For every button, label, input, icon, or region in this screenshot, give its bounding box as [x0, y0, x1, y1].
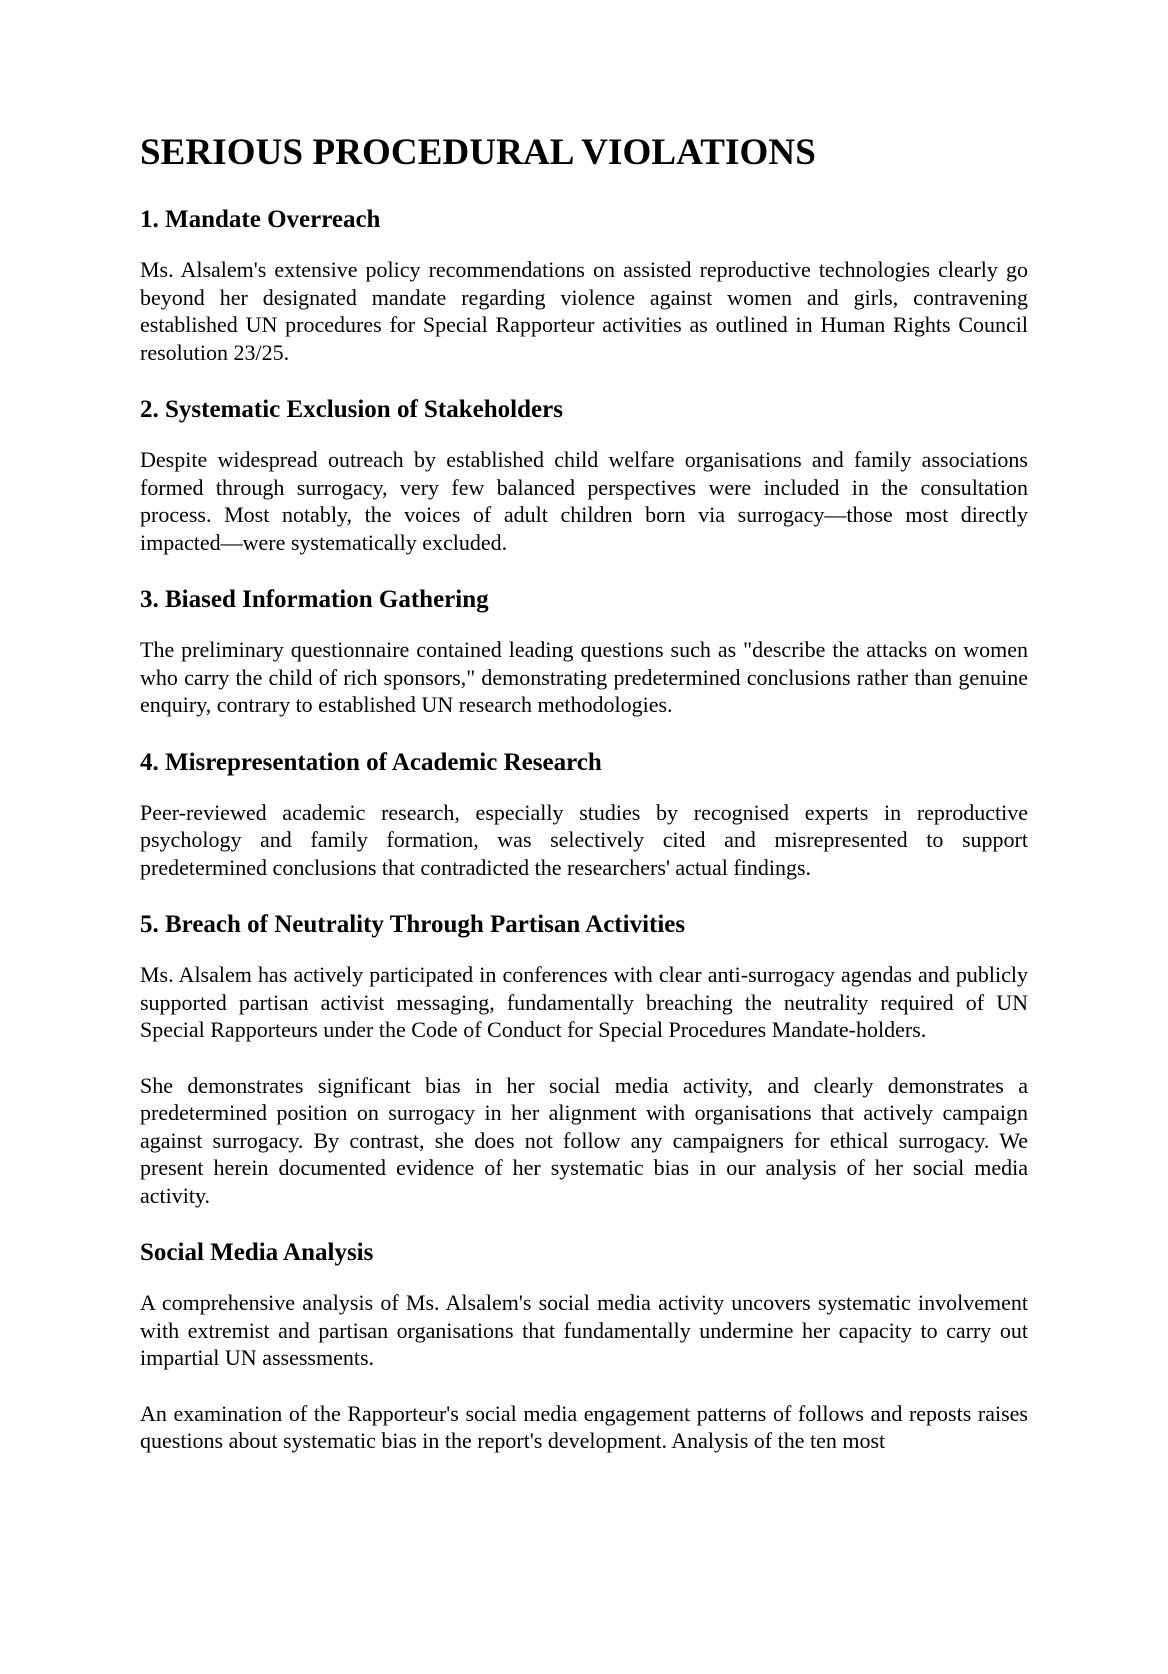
section-heading: Social Media Analysis: [140, 1239, 374, 1266]
document-page: [140, 130, 1028, 1483]
document-title: SERIOUS PROCEDURAL VIOLATIONS: [140, 132, 816, 173]
section-social-media-analysis: [140, 1237, 1028, 1455]
section-paragraph: She demonstrates significant bias in her social media activity, and clearly demonstrates a predetermined position on surrogacy in her alignment with organisations that actively campaign against surrogacy. By contrast, she does not follow any campaigners for ethical surrogacy. We present herein documented evidence of her systematic bias in our analysis of her social media activity.: [140, 1072, 1028, 1208]
section-paragraph: Despite widespread outreach by established child welfare organisations and family associations formed through surrogacy, very few balanced perspectives were included in the consultation process. Most notably, the voices of adult children born via surrogacy—those most directly impacted—were systematically excluded.: [140, 447, 1028, 555]
section-paragraph: Ms. Alsalem has actively participated in conferences with clear anti-surrogacy agendas and publicly supported partisan activist messaging, fundamentally breaching the neutrality required of UN Special Rapporteurs under the Code of Conduct for Special Procedures Mandate-holders.: [140, 962, 1028, 1042]
section-heading: 4. Misrepresentation of Academic Research: [140, 748, 602, 776]
section-paragraph: An examination of the Rapporteur's social media engagement patterns of follows and reposts raises questions about systematic bias in the report's development. Analysis of the ten most: [140, 1400, 1028, 1453]
section-systematic-exclusion: [140, 394, 1028, 556]
section-heading: 5. Breach of Neutrality Through Partisan Activities: [140, 911, 686, 938]
section-heading: 3. Biased Information Gathering: [140, 586, 489, 613]
section-paragraph: A comprehensive analysis of Ms. Alsalem's social media activity uncovers systematic involvement with extremist and partisan organisations that fundamentally undermine her capacity to carry out impartial UN assessments.: [140, 1290, 1028, 1370]
section-paragraph: Ms. Alsalem's extensive policy recommendations on assisted reproductive technologies clearly go beyond her designated mandate regarding violence against women and girls, contravening established UN procedures for Special Rapporteur activities as outlined in Human Rights Council resolution 23/25.: [140, 257, 1028, 365]
section-breach-of-neutrality: [140, 909, 1028, 1209]
section-biased-information: [140, 584, 1028, 719]
section-mandate-overreach: [140, 204, 1028, 366]
section-paragraph: The preliminary questionnaire contained leading questions such as "describe the attacks on women who carry the child of rich sponsors," demonstrating predetermined conclusions rather than genuine enquiry, contrary to established UN research methodologies.: [140, 637, 1028, 717]
section-misrepresentation: [140, 747, 1028, 882]
section-heading: 2. Systematic Exclusion of Stakeholders: [140, 396, 563, 423]
section-heading: 1. Mandate Overreach: [140, 206, 381, 233]
section-paragraph: Peer-reviewed academic research, especially studies by recognised experts in reproductive psychology and family formation, was selectively cited and misrepresented to support predetermined conclusions that contradicted the researchers' actual findings.: [140, 799, 1028, 880]
